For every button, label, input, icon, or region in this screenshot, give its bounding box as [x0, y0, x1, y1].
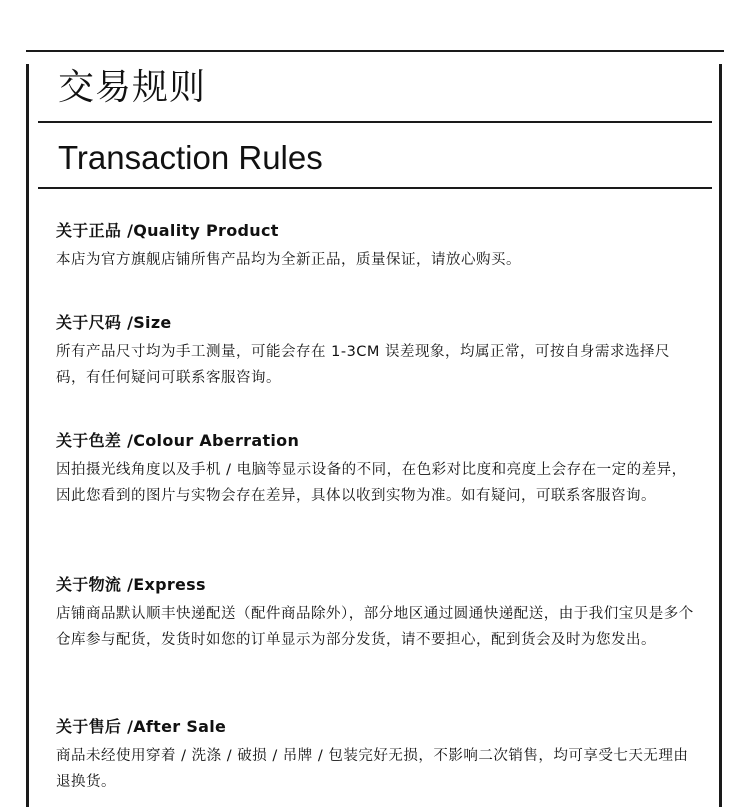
- section-quality-product: [56, 220, 696, 273]
- right-border-line: [719, 64, 722, 807]
- section-express: [56, 574, 696, 653]
- section-heading: 关于尺码 /Size: [56, 313, 172, 332]
- section-after-sale: [56, 716, 696, 795]
- section-heading: 关于售后 /After Sale: [56, 717, 227, 736]
- section-heading: 关于正品 /Quality Product: [56, 221, 279, 240]
- section-heading: 关于色差 /Colour Aberration: [56, 431, 300, 450]
- section-colour-aberration: [56, 430, 696, 509]
- title-divider: [38, 121, 712, 123]
- section-size: [56, 312, 696, 391]
- section-body: 因拍摄光线角度以及手机 / 电脑等显示设备的不同，在色彩对比度和亮度上会存在一定的差异，因此您看到的图片与实物会存在差异，具体以收到实物为准。如有疑问，可联系客服咨询。: [56, 462, 687, 504]
- page-title-english: Transaction Rules: [58, 139, 323, 176]
- section-body: 本店为官方旗舰店铺所售产品均为全新正品，质量保证，请放心购买。: [56, 252, 521, 268]
- section-body: 商品未经使用穿着 / 洗涤 / 破损 / 吊牌 / 包装完好无损，不影响二次销售，均可享受七天无理由退换货。: [56, 748, 689, 790]
- header-divider: [38, 187, 712, 189]
- section-body: 店铺商品默认顺丰快递配送（配件商品除外），部分地区通过圆通快递配送，由于我们宝贝是多个仓库参与配货，发货时如您的订单显示为部分发货，请不要担心，配到货会及时为您发出。: [56, 606, 694, 648]
- page-title-chinese: 交易规则: [58, 67, 207, 108]
- section-body: 所有产品尺寸均为手工测量，可能会存在 1-3CM 误差现象，均属正常，可按自身需求选择尺码，有任何疑问可联系客服咨询。: [56, 344, 671, 386]
- top-divider: [26, 50, 724, 52]
- left-border-line: [26, 64, 29, 807]
- section-heading: 关于物流 /Express: [56, 575, 206, 594]
